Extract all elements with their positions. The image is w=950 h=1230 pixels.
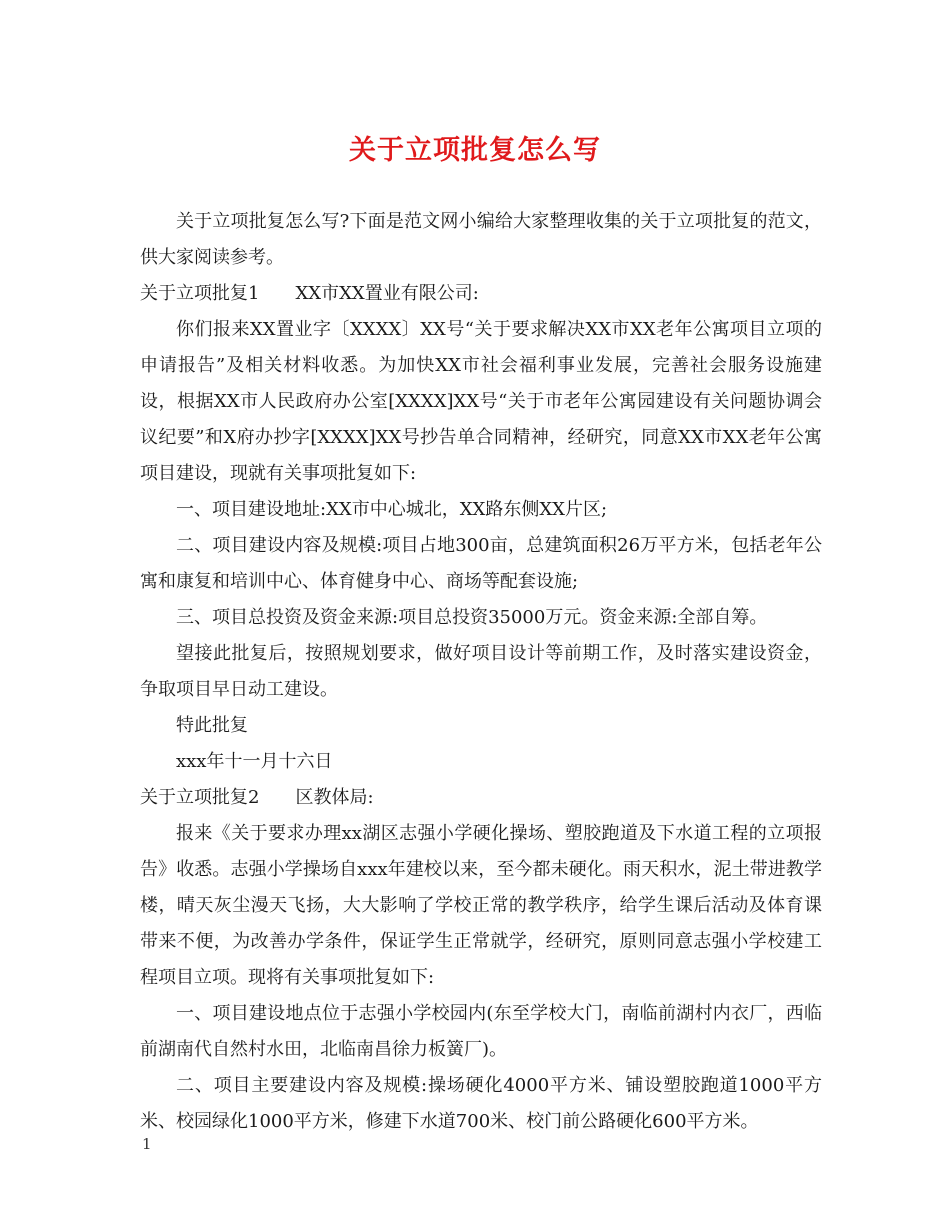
paragraph: 报来《关于要求办理xx湖区志强小学硬化操场、塑胶跑道及下水道工程的立项报告》收悉。志强小学操场自xxx年建校以来，至今都未硬化。雨天积水，泥土带进教学楼，晴天灰尘漫天飞扬，大大影响了学校正常的教学秩序，给学生课后活动及体育课带来不便，为改善办学条件，保证学生正常就学，经研究，原则同意志强小学校建工程项目立项。现将有关事项批复如下: (140, 823, 822, 988)
paragraph-heading: 关于立项批复1 XX市XX置业有限公司: (140, 283, 479, 304)
page-number: 1 (142, 1135, 152, 1153)
paragraph-heading: 关于立项批复2 区教体局: (140, 787, 374, 808)
document-body (140, 204, 822, 1140)
paragraph: 二、项目建设内容及规模:项目占地300亩，总建筑面积26万平方米，包括老年公寓和康复和培训中心、体育健身中心、商场等配套设施; (140, 535, 822, 592)
paragraph: 二、项目主要建设内容及规模:操场硬化4000平方米、铺设塑胶跑道1000平方米、校园绿化1000平方米，修建下水道700米、校门前公路硬化600平方米。 (140, 1075, 822, 1132)
paragraph: 望接此批复后，按照规划要求，做好项目设计等前期工作，及时落实建设资金，争取项目早日动工建设。 (140, 643, 822, 700)
paragraph: 关于立项批复怎么写?下面是范文网小编给大家整理收集的关于立项批复的范文，供大家阅读参考。 (140, 211, 822, 268)
paragraph: 一、项目建设地点位于志强小学校园内(东至学校大门，南临前湖村内衣厂，西临前湖南代自然村水田，北临南昌徐力板簧厂)。 (140, 1003, 822, 1060)
paragraph: 特此批复 (176, 715, 248, 736)
paragraph: 一、项目建设地址:XX市中心城北，XX路东侧XX片区; (176, 499, 608, 520)
document-title: 关于立项批复怎么写 (349, 135, 601, 166)
paragraph: 你们报来XX置业字〔XXXX〕XX号“关于要求解决XX市XX老年公寓项目立项的申请报告”及相关材料收悉。为加快XX市社会福利事业发展，完善社会服务设施建设，根据XX市人民政府办公室[XXXX]XX号“关于市老年公寓园建设有关问题协调会议纪要”和X府办抄字[XXXX]XX号抄告单合同精神，经研究，同意XX市XX老年公寓项目建设，现就有关事项批复如下: (140, 319, 822, 484)
paragraph: 三、项目总投资及资金来源:项目总投资35000万元。资金来源:全部自筹。 (176, 607, 768, 628)
paragraph: xxx年十一月十六日 (176, 751, 333, 772)
